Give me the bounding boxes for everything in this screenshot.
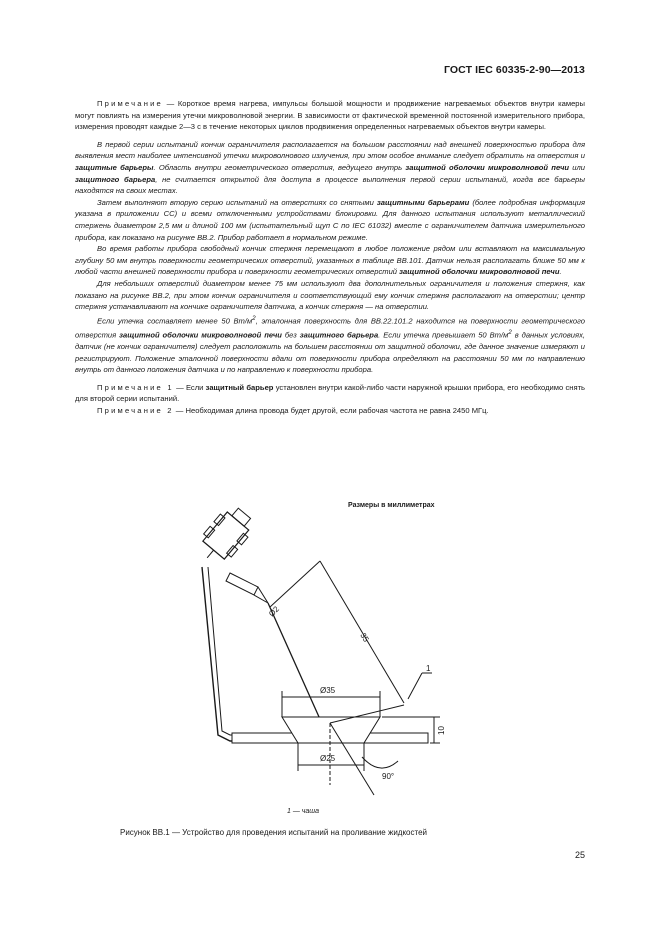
probe-head — [193, 502, 258, 570]
note-2: Примечание 2 — Необходимая длина провода будет другой, если рабочая частота не равна 2450 МГц. — [97, 405, 489, 415]
probe-cone — [226, 573, 258, 595]
body-text — [75, 98, 585, 417]
callout-leader — [408, 673, 422, 699]
figure-caption: Рисунок ВВ.1 — Устройство для проведения испытаний на проливание жидкостей — [120, 828, 427, 837]
dim-length-line — [270, 561, 320, 607]
probe-tip — [254, 587, 268, 603]
page-number: 25 — [574, 850, 585, 860]
dim-angle-label: 90° — [382, 772, 395, 781]
dims-label: Размеры в миллиметрах — [348, 502, 435, 509]
bowl — [282, 717, 380, 743]
dim-length-label: 35 — [358, 631, 371, 644]
test-device-drawing — [170, 495, 470, 825]
dim-phi35-label: Ø35 — [320, 686, 336, 695]
paragraph-2: Затем выполняют вторую серию испытаний на отверстиях со снятыми защитными барьерами (более подробная информация указана в приложении СС) и всеми отключенными устройствами блокировки. Для данного испытания используют металлический стержень диаметром 2,5 мм и длиной 100 мм (испытательный щуп С по IEC 61032) вместе с ограничителем датчика измерительного прибора, как показано на рисунке ВВ.2. Прибор работает в нормальном режиме. — [75, 197, 585, 242]
note-label: Примечание — [97, 99, 163, 108]
bracket-arm — [202, 567, 252, 741]
paragraph-4: Для небольших отверстий диаметром менее 75 мм используют два дополнительных ограничителя и положения стержня, как показано на рисунке ВВ.2, при этом кончик ограничителя и соответствующий ему кончик стержня располагают на отверстии; центр стержня устанавливают на кончике ограничителя датчика, а кончик стержня — на отверстии. — [75, 278, 585, 312]
dim-height-label: 10 — [437, 726, 446, 735]
note-1: Примечание 1 — Если защитный барьер установлен внутри какой-либо части наружной крышки прибора, его необходимо снять для второй серии испытаний. — [75, 382, 586, 404]
paragraph-5: Если утечка составляет менее 50 $Вт/м^2$, эталонная поверхность для ВВ.22.101.2 находится на поверхности геометрического отверстия защитной оболочки микроволновой печи без защитного барьера. Если утечка превышает 50 $Вт/м^2$ в данных условиях, датчик (не кончик ограничителя) следует расположить на большем расстоянии от защитной оболочки, где данное значение измеряют и регистрируют. Положение эталонной поверхности вдали от поверхности прибора определяют на расстоянии 50 мм по направлению внутрь от данного положения датчика и по направлению к поверхности прибора. — [75, 314, 586, 375]
note-intro: Примечание — Короткое время нагрева, импульсы большой мощности и продвижение нагреваемых объектов внутри камеры могут повлиять на измерения утечки микроволновой энергии. В зависимости от фактической временной постоянной измерительного прибора, измерения проводят каждые 2—3 с в течение некоторых циклов продвижения определенных нагреваемых объектов внутри камеры. — [75, 99, 585, 132]
dim-phi25-label: Ø25 — [320, 754, 336, 763]
dim-phi2-label: Ø2 — [267, 604, 281, 619]
paragraph-1: В первой серии испытаний кончик ограничителя располагается на большом расстоянии над внешней поверхностью прибора для выявления мест наиболее интенсивной утечки микроволнового излучения, при этом особое внимание следует обратить на отверстия и защитные барьеры. Область внутри геометрического отверстия, ведущего внутрь защитной оболочки микроволновой печи или защитного барьера, не считается открытой для доступа в процессе выполнения первой серии испытаний, когда все барьеры находятся на своих местах. — [75, 139, 586, 196]
standard-header: ГОСТ IEC 60335-2-90—2013 — [443, 64, 585, 76]
callout-number: 1 — [426, 664, 431, 673]
angle-arc — [362, 757, 398, 768]
bracket-arm-inner — [208, 567, 252, 735]
figure-legend: 1 — чаша — [287, 808, 320, 815]
paragraph-3: Во время работы прибора свободный кончик стержня перемещают в любое положение рядом или вставляют на максимальную глубину 50 мм внутрь поверхности геометрических отверстий, указанных в таблице ВВ.101. Датчик нельзя располагать ближе 50 мм к любой части внешней поверхности прибора и поверхности геометрических отверстий защитной оболочки микроволновой печи. — [75, 244, 585, 277]
